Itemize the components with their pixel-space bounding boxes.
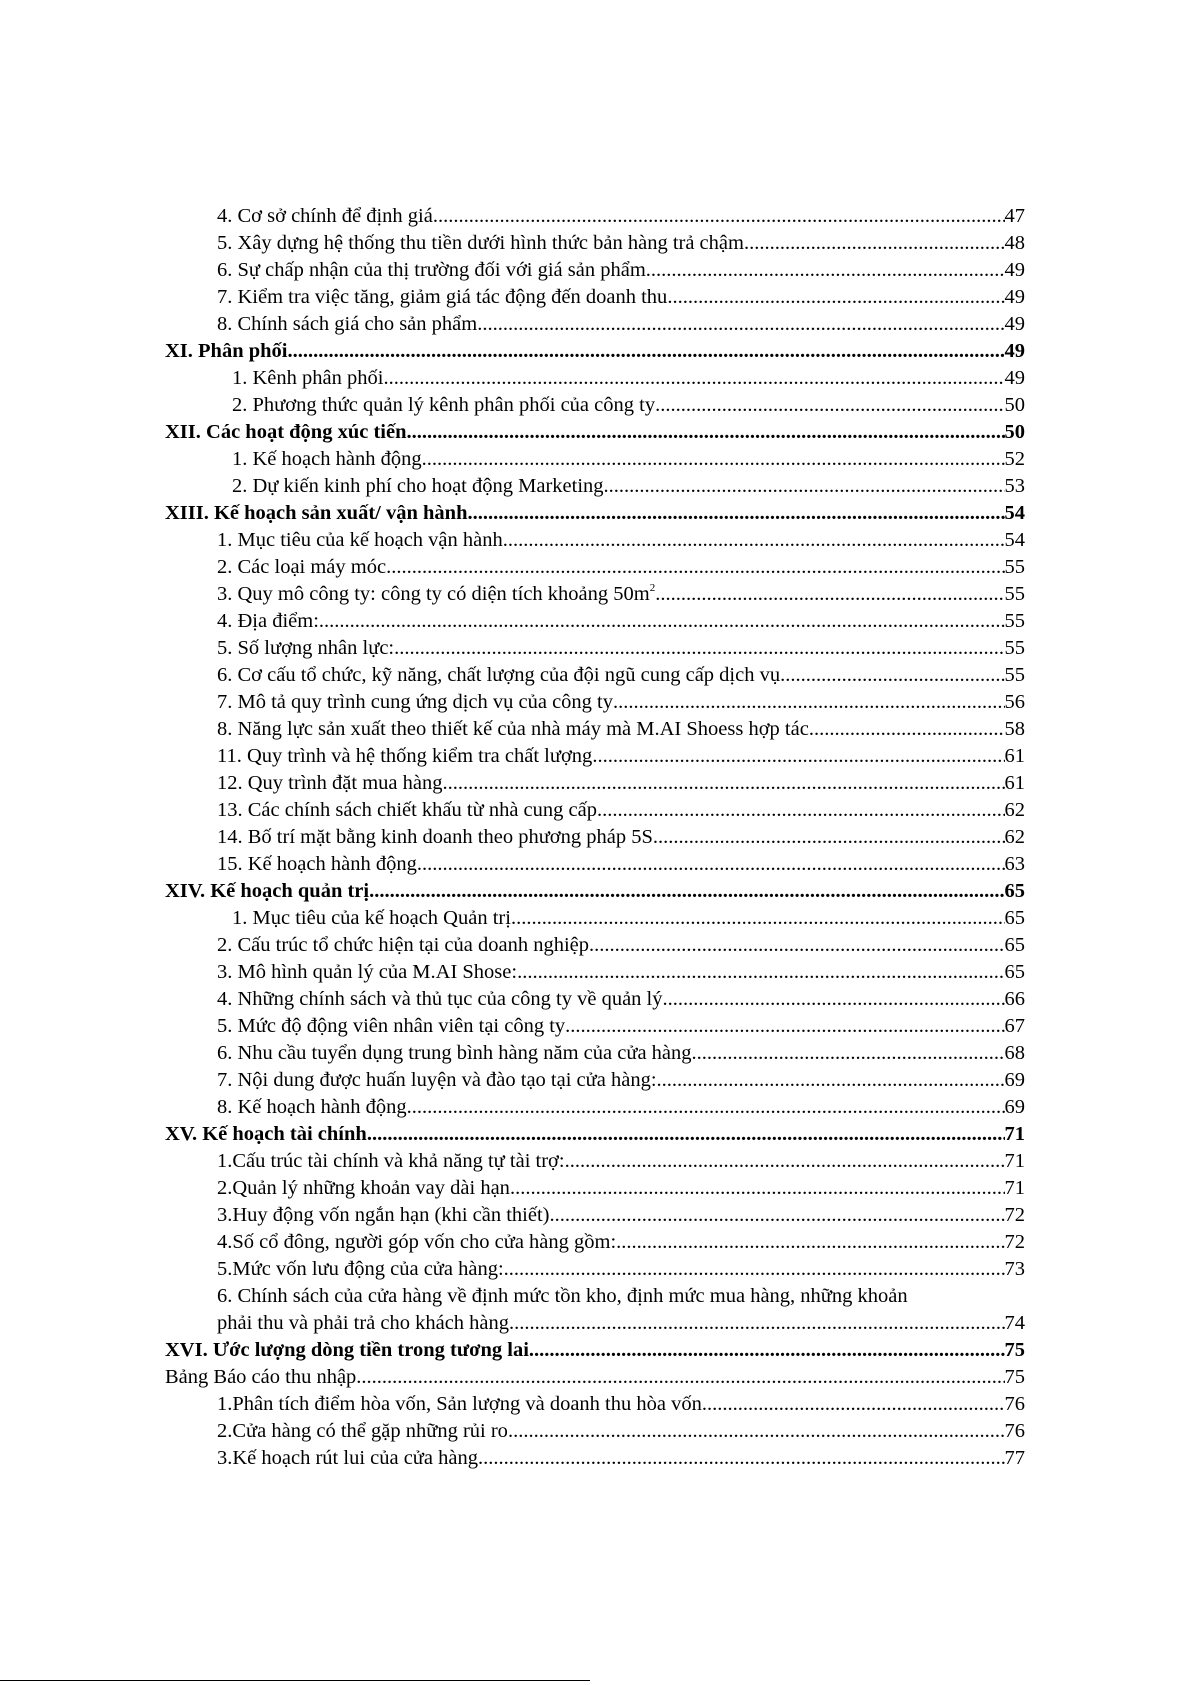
toc-page-number: 58 bbox=[1004, 718, 1025, 740]
toc-page-number: 62 bbox=[1004, 826, 1025, 848]
toc-entry[interactable] bbox=[165, 1175, 1025, 1202]
toc-entry[interactable] bbox=[165, 1445, 1025, 1472]
toc-page-number: 49 bbox=[1004, 340, 1025, 362]
toc-leader-dots bbox=[477, 311, 1004, 338]
toc-entry-title: 7. Kiểm tra việc tăng, giảm giá tác động đến doanh thu bbox=[217, 286, 668, 308]
toc-leader-dots bbox=[503, 527, 1005, 554]
toc-page-number: 62 bbox=[1004, 799, 1025, 821]
toc-entry-title bbox=[217, 581, 655, 608]
toc-page-number: 55 bbox=[1004, 637, 1025, 659]
toc-entry-title: 1. Kế hoạch hành động bbox=[232, 448, 422, 470]
toc-page-number: 55 bbox=[1004, 556, 1025, 578]
toc-page-number: 61 bbox=[1004, 772, 1025, 794]
toc-entry-title: 5. Số lượng nhân lực: bbox=[217, 637, 395, 659]
toc-entry-title: 2. Các loại máy móc bbox=[217, 556, 387, 578]
toc-page-number: 54 bbox=[1004, 529, 1025, 551]
toc-leader-dots bbox=[549, 1202, 1004, 1229]
toc-entry[interactable] bbox=[165, 527, 1025, 554]
toc-page-number: 52 bbox=[1004, 448, 1025, 470]
toc-leader-dots bbox=[589, 932, 1004, 959]
toc-section-heading[interactable] bbox=[165, 1337, 1025, 1364]
toc-leader-dots bbox=[657, 1067, 1005, 1094]
toc-leader-dots bbox=[655, 392, 1004, 419]
toc-entry-title: 6. Cơ cấu tổ chức, kỹ năng, chất lượng của đội ngũ cung cấp dịch vụ bbox=[217, 664, 781, 686]
toc-entry-title: 4. Địa điểm: bbox=[217, 610, 319, 632]
toc-page-number: 73 bbox=[1004, 1258, 1025, 1280]
toc-entry[interactable] bbox=[165, 311, 1025, 338]
toc-leader-dots bbox=[369, 878, 1004, 905]
toc-page-number: 71 bbox=[1004, 1150, 1025, 1172]
toc-page-number: 49 bbox=[1004, 286, 1025, 308]
toc-leader-dots bbox=[383, 365, 1004, 392]
toc-entry[interactable] bbox=[165, 932, 1025, 959]
toc-entry-title: 1.Phân tích điểm hòa vốn, Sản lượng và doanh thu hòa vốn bbox=[217, 1393, 702, 1415]
toc-page-number: 49 bbox=[1004, 367, 1025, 389]
toc-entry-title: 5.Mức vốn lưu động của cửa hàng: bbox=[217, 1258, 504, 1280]
toc-entry-title: 5. Xây dựng hệ thống thu tiền dưới hình thức bản hàng trả chậm bbox=[217, 232, 744, 254]
toc-entry-title: 8. Năng lực sản xuất theo thiết kế của nhà máy mà M.AI Shoess hợp tác bbox=[217, 718, 809, 740]
toc-page-number: 76 bbox=[1004, 1420, 1025, 1442]
toc-page-number: 55 bbox=[1004, 610, 1025, 632]
toc-leader-dots bbox=[809, 716, 1005, 743]
toc-entry-title: 1.Cấu trúc tài chính và khả năng tự tài trợ: bbox=[217, 1150, 565, 1172]
table-of-contents bbox=[165, 203, 1025, 1472]
toc-page-number: 48 bbox=[1004, 232, 1025, 254]
toc-entry-title: 11. Quy trình và hệ thống kiểm tra chất lượng bbox=[217, 745, 593, 767]
toc-entry[interactable] bbox=[165, 662, 1025, 689]
toc-entry[interactable] bbox=[165, 1067, 1025, 1094]
toc-page-number: 65 bbox=[1004, 907, 1025, 929]
toc-leader-dots bbox=[529, 1337, 1005, 1364]
toc-leader-dots bbox=[565, 1013, 1004, 1040]
toc-entry-title: 1. Kênh phân phối bbox=[232, 367, 384, 389]
toc-entry[interactable] bbox=[165, 959, 1025, 986]
toc-entry-title: 6. Chính sách của cửa hàng về định mức tồn kho, định mức mua hàng, những khoản bbox=[217, 1285, 908, 1307]
toc-entry-title: 4. Những chính sách và thủ tục của công ty về quản lý bbox=[217, 988, 663, 1010]
toc-leader-dots bbox=[478, 1445, 1005, 1472]
toc-entry[interactable] bbox=[165, 473, 1025, 500]
toc-leader-dots bbox=[667, 284, 1004, 311]
toc-section-heading[interactable] bbox=[165, 419, 1025, 446]
toc-page-number: 68 bbox=[1004, 1042, 1025, 1064]
toc-entry[interactable] bbox=[165, 635, 1025, 662]
toc-entry[interactable] bbox=[165, 1229, 1025, 1256]
toc-leader-dots bbox=[613, 689, 1005, 716]
toc-entry-title: XIV. Kế hoạch quản trị bbox=[165, 880, 370, 902]
toc-leader-dots bbox=[504, 1256, 1005, 1283]
toc-leader-dots bbox=[692, 1040, 1005, 1067]
toc-page-number: 67 bbox=[1004, 1015, 1025, 1037]
toc-page-number: 55 bbox=[1004, 664, 1025, 686]
toc-entry[interactable] bbox=[165, 851, 1025, 878]
toc-entry[interactable] bbox=[165, 1148, 1025, 1175]
toc-entry-title: 7. Nội dung được huấn luyện và đào tạo tại cửa hàng: bbox=[217, 1069, 657, 1091]
toc-entry-title: Bảng Báo cáo thu nhập bbox=[165, 1366, 357, 1388]
toc-page-number: 49 bbox=[1004, 313, 1025, 335]
toc-leader-dots bbox=[406, 419, 1004, 446]
toc-page-number: 47 bbox=[1004, 205, 1025, 227]
toc-entry-multiline[interactable] bbox=[165, 1283, 1025, 1337]
toc-leader-dots bbox=[646, 257, 1005, 284]
toc-entry[interactable] bbox=[165, 1418, 1025, 1445]
toc-page-number: 71 bbox=[1004, 1177, 1025, 1199]
toc-page-number: 69 bbox=[1004, 1096, 1025, 1118]
toc-entry-title: 14. Bố trí mặt bằng kinh doanh theo phương pháp 5S bbox=[217, 826, 653, 848]
toc-section-heading[interactable] bbox=[165, 500, 1025, 527]
toc-entry-title: 2.Cửa hàng có thể gặp những rủi ro bbox=[217, 1420, 508, 1442]
toc-entry-title: XI. Phân phối bbox=[165, 340, 288, 362]
toc-leader-dots bbox=[442, 770, 1004, 797]
toc-leader-dots bbox=[592, 743, 1004, 770]
toc-entry-continuation bbox=[217, 1310, 1025, 1337]
toc-entry-title: 13. Các chính sách chiết khấu từ nhà cung cấp bbox=[217, 799, 597, 821]
toc-entry-title: XII. Các hoạt động xúc tiến bbox=[165, 421, 407, 443]
toc-entry-title: 7. Mô tả quy trình cung ứng dịch vụ của công ty bbox=[217, 691, 613, 713]
toc-leader-dots bbox=[356, 1364, 1004, 1391]
footer-rule bbox=[0, 1680, 590, 1681]
toc-entry-title: 4.Số cổ đông, người góp vốn cho cửa hàng gồm: bbox=[217, 1231, 617, 1253]
toc-page-number: 50 bbox=[1004, 421, 1025, 443]
toc-page-number: 75 bbox=[1004, 1339, 1025, 1361]
toc-page-number: 66 bbox=[1004, 988, 1025, 1010]
toc-entry-title: 4. Cơ sở chính để định giá bbox=[217, 205, 433, 227]
toc-entry[interactable] bbox=[165, 905, 1025, 932]
toc-entry-title: 2. Cấu trúc tổ chức hiện tại của doanh nghiệp bbox=[217, 934, 590, 956]
toc-leader-dots bbox=[604, 473, 1005, 500]
toc-section-heading[interactable] bbox=[165, 878, 1025, 905]
toc-entry[interactable] bbox=[165, 284, 1025, 311]
toc-entry[interactable] bbox=[165, 743, 1025, 770]
toc-page-number: 54 bbox=[1004, 502, 1025, 524]
toc-entry-title: 1. Mục tiêu của kế hoạch Quản trị bbox=[232, 907, 511, 929]
toc-page-number: 61 bbox=[1004, 745, 1025, 767]
toc-entry-title: 2. Phương thức quản lý kênh phân phối của công ty bbox=[232, 394, 656, 416]
toc-page-number: 71 bbox=[1004, 1123, 1025, 1145]
toc-entry[interactable] bbox=[165, 824, 1025, 851]
toc-leader-dots bbox=[616, 1229, 1004, 1256]
toc-entry-title: 6. Sự chấp nhận của thị trường đối với giá sản phẩm bbox=[217, 259, 646, 281]
toc-entry[interactable] bbox=[165, 716, 1025, 743]
toc-section-heading[interactable] bbox=[165, 338, 1025, 365]
toc-entry-title: 2. Dự kiến kinh phí cho hoạt động Marketing bbox=[232, 475, 604, 497]
toc-entry-title: 1. Mục tiêu của kế hoạch vận hành bbox=[217, 529, 503, 551]
toc-leader-dots bbox=[394, 635, 1004, 662]
toc-leader-dots bbox=[467, 500, 1004, 527]
toc-leader-dots bbox=[702, 1391, 1005, 1418]
toc-page-number: 75 bbox=[1004, 1366, 1025, 1388]
toc-entry[interactable] bbox=[165, 797, 1025, 824]
toc-entry[interactable] bbox=[165, 1202, 1025, 1229]
toc-leader-dots bbox=[744, 230, 1005, 257]
toc-entry-title: 3.Huy động vốn ngắn hạn (khi cần thiết) bbox=[217, 1204, 550, 1226]
toc-leader-dots bbox=[367, 1121, 1005, 1148]
toc-leader-dots bbox=[597, 797, 1005, 824]
toc-entry-title: 8. Kế hoạch hành động bbox=[217, 1096, 407, 1118]
toc-page-number: 65 bbox=[1004, 961, 1025, 983]
toc-leader-dots bbox=[407, 1094, 1005, 1121]
toc-page-number: 72 bbox=[1004, 1204, 1025, 1226]
toc-entry-title: 8. Chính sách giá cho sản phẩm bbox=[217, 313, 478, 335]
toc-entry-title: 3. Mô hình quản lý của M.AI Shose: bbox=[217, 961, 518, 983]
toc-page-number: 50 bbox=[1004, 394, 1025, 416]
toc-entry[interactable] bbox=[165, 1094, 1025, 1121]
toc-page-number: 72 bbox=[1004, 1231, 1025, 1253]
superscript-exponent: 2 bbox=[649, 582, 656, 594]
toc-entry-title-continued: phải thu và phải trả cho khách hàng bbox=[217, 1312, 510, 1334]
toc-entry[interactable] bbox=[165, 986, 1025, 1013]
toc-entry[interactable] bbox=[165, 1256, 1025, 1283]
toc-entry-title: 15. Kế hoạch hành động bbox=[217, 853, 417, 875]
toc-leader-dots bbox=[653, 824, 1005, 851]
toc-entry-title: XIII. Kế hoạch sản xuất/ vận hành bbox=[165, 502, 468, 524]
toc-leader-dots bbox=[287, 338, 1004, 365]
toc-leader-dots bbox=[511, 905, 1005, 932]
toc-entry[interactable] bbox=[165, 1364, 1025, 1391]
toc-entry-title: 12. Quy trình đặt mua hàng bbox=[217, 772, 443, 794]
toc-entry[interactable] bbox=[165, 257, 1025, 284]
toc-entry[interactable] bbox=[165, 392, 1025, 419]
toc-leader-dots bbox=[422, 446, 1005, 473]
toc-leader-dots bbox=[780, 662, 1004, 689]
toc-page-number: 56 bbox=[1004, 691, 1025, 713]
toc-page-number: 49 bbox=[1004, 259, 1025, 281]
toc-leader-dots bbox=[417, 851, 1005, 878]
toc-leader-dots bbox=[663, 986, 1005, 1013]
toc-entry[interactable] bbox=[165, 554, 1025, 581]
toc-page-number: 69 bbox=[1004, 1069, 1025, 1091]
toc-page-number: 76 bbox=[1004, 1393, 1025, 1415]
toc-page-number: 77 bbox=[1004, 1447, 1025, 1469]
toc-entry-title: 2.Quản lý những khoản vay dài hạn bbox=[217, 1177, 510, 1199]
toc-entry[interactable] bbox=[165, 365, 1025, 392]
toc-leader-dots bbox=[565, 1148, 1005, 1175]
toc-entry[interactable] bbox=[165, 689, 1025, 716]
toc-entry[interactable] bbox=[165, 581, 1025, 608]
toc-entry[interactable] bbox=[165, 770, 1025, 797]
toc-page-number: 65 bbox=[1004, 934, 1025, 956]
toc-entry-title: 3.Kế hoạch rút lui của cửa hàng bbox=[217, 1447, 478, 1469]
toc-entry-title-text: 3. Quy mô công ty: công ty có diện tích khoảng 50m bbox=[217, 583, 650, 605]
toc-page-number: 55 bbox=[1004, 583, 1025, 605]
toc-page-number: 74 bbox=[1004, 1312, 1025, 1334]
toc-leader-dots bbox=[433, 203, 1005, 230]
toc-leader-dots bbox=[319, 608, 1005, 635]
toc-leader-dots bbox=[508, 1418, 1005, 1445]
toc-page-number: 63 bbox=[1004, 853, 1025, 875]
toc-entry[interactable] bbox=[165, 1040, 1025, 1067]
toc-page-number: 65 bbox=[1004, 880, 1025, 902]
toc-entry-title: XV. Kế hoạch tài chính bbox=[165, 1123, 367, 1145]
toc-entry-title: XVI. Ước lượng dòng tiền trong tương lai bbox=[165, 1339, 529, 1361]
toc-entry-title: 5. Mức độ động viên nhân viên tại công ty bbox=[217, 1015, 566, 1037]
toc-entry[interactable] bbox=[165, 446, 1025, 473]
toc-leader-dots bbox=[510, 1175, 1005, 1202]
toc-section-heading[interactable] bbox=[165, 1121, 1025, 1148]
toc-entry[interactable] bbox=[165, 1391, 1025, 1418]
toc-leader-dots bbox=[509, 1310, 1004, 1337]
toc-entry[interactable] bbox=[165, 608, 1025, 635]
toc-leader-dots bbox=[386, 554, 1004, 581]
toc-entry[interactable] bbox=[165, 203, 1025, 230]
toc-leader-dots bbox=[655, 581, 1004, 608]
toc-leader-dots bbox=[517, 959, 1004, 986]
toc-entry[interactable] bbox=[165, 1013, 1025, 1040]
toc-page-number: 53 bbox=[1004, 475, 1025, 497]
toc-entry[interactable] bbox=[165, 230, 1025, 257]
toc-entry-title: 6. Nhu cầu tuyển dụng trung bình hàng năm của cửa hàng bbox=[217, 1042, 692, 1064]
